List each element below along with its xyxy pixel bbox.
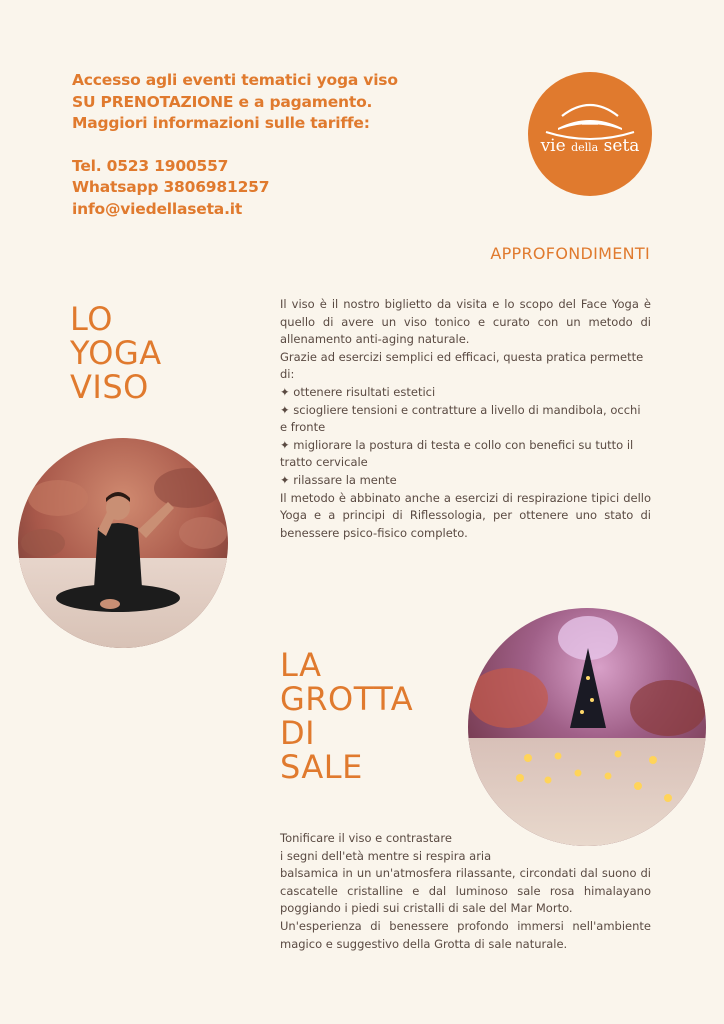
logo-word-seta: seta (603, 136, 640, 156)
grotta-line-2: i segni dell'età mentre si respira aria (280, 848, 492, 863)
yoga-paragraph-3: Il metodo è abbinato anche a esercizi di respirazione tipici dello Yoga e a principi di Riflessologia, per ottenere uno stato di benessere psico-fisico completo. (280, 490, 651, 540)
bullet-item: ✦ rilassare la mente (280, 472, 397, 487)
grotta-description (280, 830, 651, 953)
bullet-item: ✦ ottenere risultati estetici (280, 384, 436, 399)
contact-line-1: Accesso agli eventi tematici yoga viso (72, 71, 398, 89)
grotta-paragraph-1: balsamica in un un'atmosfera rilassante, circondati dal suono di cascatelle cristalline e dal luminoso sale rosa himalayano poggiando i piedi sui cristalli di sale del Mar Morto. (280, 866, 651, 916)
email-link[interactable]: info@viedellaseta.it (72, 199, 243, 218)
logo-arch-icon (528, 72, 652, 196)
yoga-viso-title (70, 302, 162, 404)
section-label: APPROFONDIMENTI (490, 244, 650, 263)
bullet-item: ✦ migliorare la postura di testa e collo con benefici su tutto il tratto cervicale (280, 437, 634, 470)
phone-number[interactable]: Tel. 0523 1900557 (72, 156, 229, 175)
yoga-description (280, 296, 651, 542)
logo-word-della: della (571, 141, 599, 154)
title-line: LO (70, 300, 113, 338)
title-line: SALE (280, 748, 363, 786)
yoga-photo (18, 438, 228, 648)
contact-line-3: Maggiori informazioni sulle tariffe: (72, 114, 370, 132)
salt-cave-photo (468, 608, 706, 846)
vie-della-seta-logo (528, 72, 652, 196)
yoga-paragraph-1: Il viso è il nostro biglietto da visita e lo scopo del Face Yoga è quello di avere un viso tonico e curato con un metodo di allenamento anti-aging naturale. (280, 297, 651, 347)
grotta-di-sale-title (280, 648, 413, 784)
grotta-paragraph-2: Un'esperienza di benessere profondo immersi nell'ambiente magico e suggestivo della Grotta di sale naturale. (280, 918, 651, 951)
bullet-item: ✦ sciogliere tensioni e contratture a livello di mandibola, occhi e fronte (280, 402, 641, 435)
contact-info (72, 70, 398, 220)
yoga-paragraph-2: Grazie ad esercizi semplici ed efficaci, questa pratica permette di: (280, 349, 644, 382)
title-line: LA (280, 646, 322, 684)
title-line: GROTTA (280, 680, 414, 718)
whatsapp-number[interactable]: Whatsapp 3806981257 (72, 178, 270, 196)
logo-word-vie: vie (540, 136, 566, 156)
title-line: DI (280, 714, 316, 752)
grotta-line-1: Tonificare il viso e contrastare (280, 831, 452, 845)
contact-line-2: SU PRENOTAZIONE e a pagamento. (72, 92, 373, 111)
title-line: YOGA (70, 334, 162, 372)
title-line: VISO (70, 368, 149, 406)
